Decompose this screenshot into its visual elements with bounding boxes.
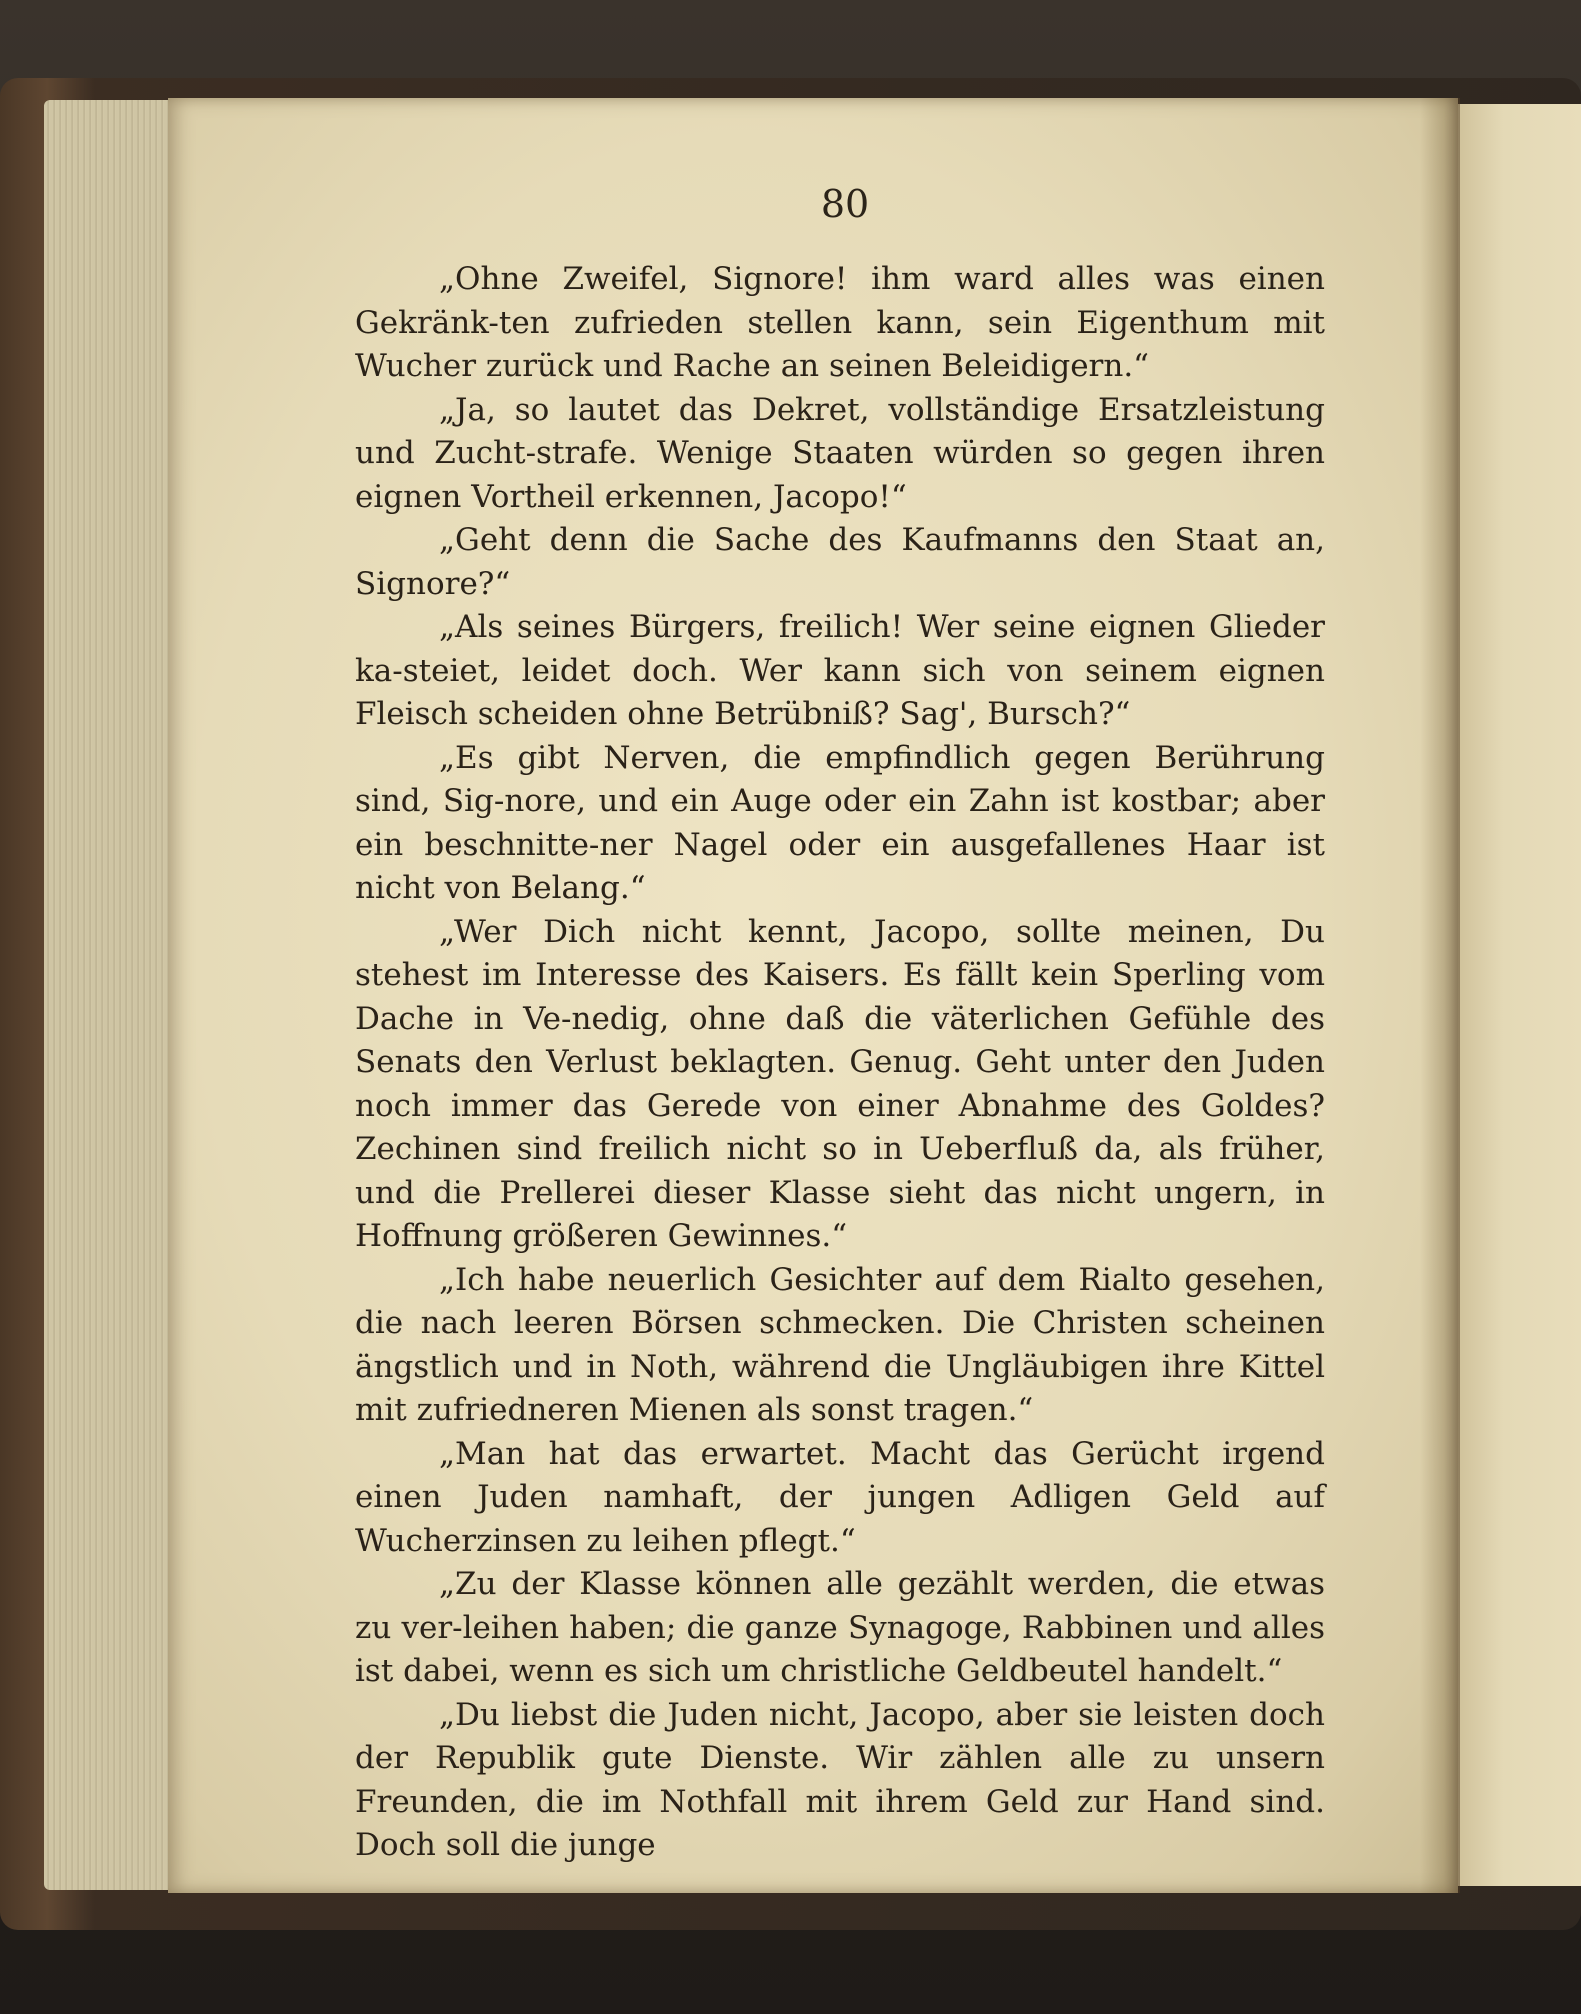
paragraph: „Es gibt Nerven, die empfindlich gegen Berührung sind, Sig-nore, und ein Auge oder ein Zahn ist kostbar; aber ein beschnitte-ner Nagel oder ein ausgefallenes Haar ist nicht von Belang.“: [355, 739, 1325, 906]
page-gutter: [1420, 98, 1460, 1893]
page-number: 80: [820, 182, 870, 226]
facing-page-edge: [1452, 104, 1581, 1886]
paragraph: „Ja, so lautet das Dekret, vollständige Ersatzleistung und Zucht-strafe. Wenige Staaten würden so gegen ihren eignen Vortheil erkennen, Jacopo!“: [355, 391, 1325, 515]
page-edges: [44, 100, 174, 1890]
paragraph: „Ohne Zweifel, Signore! ihm ward alles was einen Gekränk-ten zufrieden stellen kann, sein Eigenthum mit Wucher zurück und Rache an seinen Beleidigern.“: [355, 261, 1325, 384]
paragraph: „Wer Dich nicht kennt, Jacopo, sollte meinen, Du stehest im Interesse des Kaisers. Es fällt kein Sperling vom Dache in Ve-nedig, ohne daß die väterlichen Gefühle des Senats den Verlust beklagten. Genug. Geht unter den Juden noch immer das Gerede von einer Abnahme des Goldes? Zechinen sind freilich nicht so in Ueberfluß da, als früher, und die Prellerei dieser Klasse sieht das nicht ungern, in Hoffnung größeren Gewinnes.“: [355, 913, 1325, 1254]
body-text: [355, 258, 1325, 1868]
paragraph: „Du liebst die Juden nicht, Jacopo, aber sie leisten doch der Republik gute Dienste. Wir zählen alle zu unsern Freunden, die im Nothfall mit ihrem Geld zur Hand sind. Doch soll die junge: [355, 1696, 1325, 1863]
paragraph: „Zu der Klasse können alle gezählt werden, die etwas zu ver-leihen haben; die ganze Synagoge, Rabbinen und alles ist dabei, wenn es sich um christliche Geldbeutel handelt.“: [355, 1566, 1325, 1689]
paragraph: „Geht denn die Sache des Kaufmanns den Staat an, Signore?“: [355, 522, 1325, 602]
paragraph: „Ich habe neuerlich Gesichter auf dem Rialto gesehen, die nach leeren Börsen schmecken. Die Christen scheinen ängstlich und in Noth, während die Ungläubigen ihre Kittel mit zufriedneren Mienen als sonst tragen.“: [355, 1261, 1325, 1428]
paragraph: „Man hat das erwartet. Macht das Gerücht irgend einen Juden namhaft, der jungen Adligen Geld auf Wucherzinsen zu leihen pflegt.“: [355, 1435, 1325, 1559]
paragraph: „Als seines Bürgers, freilich! Wer seine eignen Glieder ka-steiet, leidet doch. Wer kann sich von seinem eignen Fleisch scheiden ohne Betrübniß? Sag', Bursch?“: [355, 609, 1325, 732]
